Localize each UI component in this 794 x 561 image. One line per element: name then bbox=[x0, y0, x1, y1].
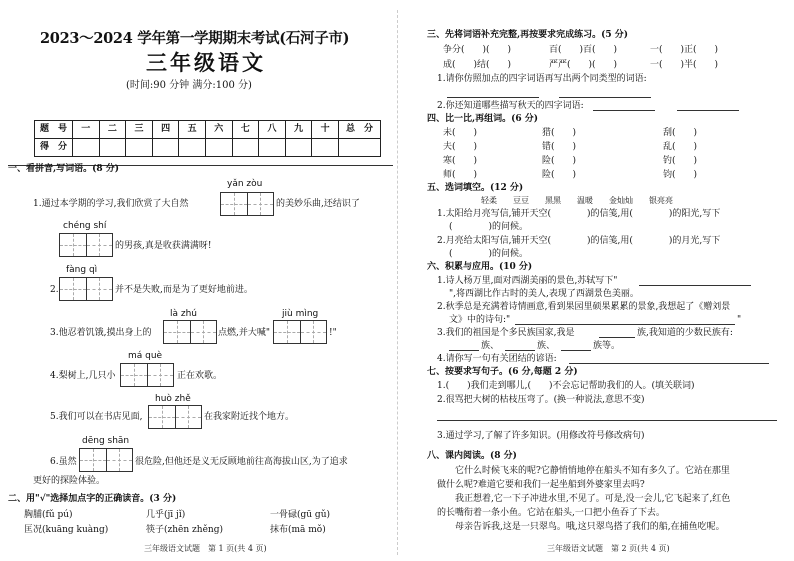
score-input-cell[interactable] bbox=[179, 139, 206, 157]
section3-word-item[interactable]: 争分( )( ) bbox=[443, 45, 512, 55]
q5-pinyin: huò zhě bbox=[155, 394, 191, 404]
q5-answer-grid[interactable] bbox=[148, 405, 202, 429]
section6-q1-a: 1.诗人杨万里,面对西湖美丽的景色,苏轼写下" bbox=[437, 276, 618, 286]
section4-item[interactable]: 钓( ) bbox=[663, 156, 698, 166]
section2-item[interactable]: 抹布(mā mǒ) bbox=[270, 525, 326, 535]
section4-heading: 四、比一比,再组词。(6 分) bbox=[427, 114, 539, 124]
section2-item[interactable]: 匡况(kuāng kuàng) bbox=[24, 525, 109, 535]
section4-item[interactable]: 险( ) bbox=[542, 156, 577, 166]
q2-answer-grid[interactable] bbox=[59, 277, 113, 301]
section2-item[interactable]: 筷子(zhēn zhěng) bbox=[146, 525, 223, 535]
q6-text-c: 更好的探险体验。 bbox=[33, 476, 106, 486]
q3-pinyin-b: jiù mìng bbox=[282, 309, 319, 319]
section4-item[interactable]: 险( ) bbox=[542, 170, 577, 180]
score-table-cell: 十 bbox=[312, 121, 339, 139]
section6-q3-d: 族、 bbox=[537, 341, 556, 351]
score-input-cell[interactable] bbox=[312, 139, 339, 157]
section5-q2-a: 2.月亮给太阳写信,铺开天空( )的信笺,用( )的月光,写下 bbox=[437, 236, 721, 246]
exam-page-2 bbox=[397, 0, 794, 561]
section4-item[interactable]: 猎( ) bbox=[542, 128, 577, 138]
answer-line[interactable] bbox=[639, 285, 751, 286]
answer-line[interactable] bbox=[569, 363, 769, 364]
q6-text-b: 很危险,但他还是义无反顾地前往高海拔山区,为了追求 bbox=[135, 457, 348, 467]
time-score-line: (时间:90 分钟 满分:100 分) bbox=[126, 80, 252, 91]
q3-text-c: !" bbox=[329, 328, 337, 338]
q3-pinyin-a: là zhú bbox=[170, 309, 198, 319]
q6-pinyin: dēng shān bbox=[82, 436, 130, 446]
section7-q2: 2.很骂把大树的枯枝压弯了。(换一种说法,意思不变) bbox=[437, 395, 645, 405]
q1-text-a: 1.通过本学期的学习,我们欣赏了大自然 bbox=[33, 199, 189, 209]
score-input-cell[interactable] bbox=[205, 139, 232, 157]
q2-pinyin: fàng qì bbox=[66, 265, 98, 275]
section6-q1-b: ",将西湖比作古时的美人,表现了西湖景色美丽。 bbox=[449, 289, 639, 299]
section3-heading: 三、先将词语补充完整,再按要求完成练习。(5 分) bbox=[427, 30, 629, 40]
score-table-header-row bbox=[35, 121, 381, 139]
section6-q3-c: 族、 bbox=[481, 341, 500, 351]
section8-heading: 八、课内阅读。(8 分) bbox=[427, 451, 517, 461]
score-input-cell[interactable] bbox=[285, 139, 312, 157]
answer-line[interactable] bbox=[561, 350, 591, 351]
score-input-cell[interactable] bbox=[126, 139, 153, 157]
page-footer: 三年级语文试题 第 1 页(共 4 页) bbox=[144, 544, 267, 553]
passage-line: 做什么呢?难道它要和我们一起坐船到外婆家里去吗? bbox=[437, 480, 645, 490]
passage-line: 它什么时候飞来的呢?它静悄悄地停在船头不知有多久了。它站在那里 bbox=[455, 466, 730, 476]
q5-text-a: 5.我们可以在书店见面, bbox=[50, 412, 143, 422]
answer-line[interactable] bbox=[599, 337, 635, 338]
q5-text-b: 在我家附近找个地方。 bbox=[204, 412, 295, 422]
q4-text-b: 正在欢歌。 bbox=[177, 371, 223, 381]
section5-heading: 五、选词填空。(12 分) bbox=[427, 183, 524, 193]
page-footer: 三年级语文试题 第 2 页(共 4 页) bbox=[547, 544, 670, 553]
passage-line: 我正想着,它一下子冲进水里,不见了。可是,没一会儿,它飞起来了,红色 bbox=[455, 494, 731, 504]
section3-word-item[interactable]: 严严( )( ) bbox=[549, 60, 618, 70]
answer-line[interactable] bbox=[447, 97, 539, 98]
section6-heading: 六、积累与应用。(10 分) bbox=[427, 262, 533, 272]
q1-pinyin: yǎn zòu bbox=[227, 179, 263, 189]
section7-q1: 1.( )我们走到哪儿,( )不会忘记帮助我们的人。(填关联词) bbox=[437, 381, 695, 391]
section4-item[interactable]: 夫( ) bbox=[443, 142, 478, 152]
section4-item[interactable]: 未( ) bbox=[443, 128, 478, 138]
q2-text: 并不是失败,而是为了更好地前进。 bbox=[115, 285, 253, 295]
answer-line[interactable] bbox=[593, 110, 655, 111]
passage-line: 的长嘴衔着一条小鱼。它站在船头,一口把小鱼吞了下去。 bbox=[437, 508, 665, 518]
section4-item[interactable]: 钧( ) bbox=[663, 170, 698, 180]
score-table-cell: 一 bbox=[73, 121, 100, 139]
section3-q1: 1.请你仿照加点的四字词语再写出两个同类型的词语: bbox=[437, 74, 647, 84]
section4-item[interactable]: 刮( ) bbox=[663, 128, 698, 138]
score-table-cell: 二 bbox=[99, 121, 126, 139]
section6-q3-e: 族等。 bbox=[593, 341, 621, 351]
section2-heading: 二、用"√"选择加点字的正确读音。(3 分) bbox=[8, 494, 177, 504]
q1b-answer-grid[interactable] bbox=[59, 233, 113, 257]
q3-text-b: 点燃,并大喊" bbox=[218, 328, 271, 338]
section2-item[interactable]: 胸脯(fǔ pú) bbox=[24, 510, 73, 520]
word-bank: 轻柔 豆豆 黑黑 温暖 金灿灿 银亮亮 bbox=[481, 196, 673, 205]
section3-word-item[interactable]: 百( )百( ) bbox=[549, 45, 618, 55]
section5-q1-a: 1.太阳给月亮写信,铺开天空( )的信笺,用( )的阳光,写下 bbox=[437, 209, 721, 219]
q6-text-a: 6.虽然 bbox=[50, 457, 77, 467]
answer-line[interactable] bbox=[515, 324, 735, 325]
section4-item[interactable]: 师( ) bbox=[443, 170, 478, 180]
section3-word-item[interactable]: 成( )结( ) bbox=[443, 60, 512, 70]
q4-answer-grid[interactable] bbox=[120, 363, 174, 387]
score-table-cell: 七 bbox=[232, 121, 259, 139]
score-table-cell: 得 分 bbox=[35, 139, 73, 157]
section2-item[interactable]: 一骨碌(gū gǔ) bbox=[270, 510, 330, 520]
q1-text-b: 的美妙乐曲,还结识了 bbox=[276, 199, 360, 209]
section3-word-item[interactable]: 一( )半( ) bbox=[650, 60, 719, 70]
q6-answer-grid[interactable] bbox=[79, 448, 133, 472]
q2-number: 2. bbox=[50, 285, 59, 295]
score-input-cell[interactable] bbox=[73, 139, 100, 157]
score-table-cell: 八 bbox=[259, 121, 286, 139]
section3-word-item[interactable]: 一( )正( ) bbox=[650, 45, 719, 55]
score-input-cell[interactable] bbox=[152, 139, 179, 157]
section2-item[interactable]: 几乎(jī jǐ) bbox=[146, 510, 186, 520]
subject-title: 三年级语文 bbox=[146, 50, 266, 75]
section6-q3-b: 族,我知道的少数民族有: bbox=[637, 328, 733, 338]
section5-q2-b: ( )的问候。 bbox=[449, 249, 529, 259]
section4-item[interactable]: 寒( ) bbox=[443, 156, 478, 166]
q4-pinyin: má què bbox=[128, 351, 163, 361]
section6-q4: 4.请你写一句有关团结的谚语: bbox=[437, 354, 557, 364]
score-input-cell[interactable] bbox=[232, 139, 259, 157]
score-table-cell: 九 bbox=[285, 121, 312, 139]
score-input-cell[interactable] bbox=[99, 139, 126, 157]
q1-answer-grid[interactable] bbox=[220, 192, 274, 216]
q3-answer-grid-a[interactable] bbox=[163, 320, 217, 344]
section7-heading: 七、按要求写句子。(6 分,每题 2 分) bbox=[427, 367, 578, 377]
score-input-cell[interactable] bbox=[339, 139, 381, 157]
answer-line[interactable] bbox=[449, 350, 479, 351]
score-table-cell: 四 bbox=[152, 121, 179, 139]
answer-line[interactable] bbox=[505, 350, 535, 351]
q1b-text: 的男孩,真是收获满满呀! bbox=[115, 241, 212, 251]
score-table-cell: 五 bbox=[179, 121, 206, 139]
score-table-cell: 三 bbox=[126, 121, 153, 139]
section6-q2-b: 文》中的诗句:" bbox=[449, 315, 511, 325]
answer-line[interactable] bbox=[437, 420, 777, 421]
section4-item[interactable]: 乱( ) bbox=[663, 142, 698, 152]
section3-q2: 2.你还知道哪些描写秋天的四字词语: bbox=[437, 101, 584, 111]
section6-q2-a: 2.秋季总是充满着诗情画意,看到果园里硕果累累的景象,我想起了《赠刘景 bbox=[437, 302, 731, 312]
section6-q2-c: " bbox=[737, 315, 742, 325]
section1-heading: 一、看拼音,写词语。(8 分) bbox=[8, 164, 120, 174]
score-input-cell[interactable] bbox=[259, 139, 286, 157]
answer-line[interactable] bbox=[559, 97, 651, 98]
score-table-cell: 六 bbox=[205, 121, 232, 139]
q1b-pinyin: chéng shí bbox=[63, 221, 107, 231]
q3-text-a: 3.他忍着饥饿,摸出身上的 bbox=[50, 328, 152, 338]
section6-q3-a: 3.我们的祖国是个多民族国家,我是 bbox=[437, 328, 575, 338]
section7-q3: 3.通过学习,了解了许多知识。(用修改符号修改病句) bbox=[437, 431, 645, 441]
answer-line[interactable] bbox=[677, 110, 739, 111]
exam-title: 2023～2024 学年第一学期期末考试(石河子市) bbox=[40, 30, 350, 47]
score-table-score-row bbox=[35, 139, 381, 157]
q3-answer-grid-b[interactable] bbox=[273, 320, 327, 344]
score-table-cell: 总 分 bbox=[339, 121, 381, 139]
score-table-cell: 题 号 bbox=[35, 121, 73, 139]
score-table bbox=[34, 120, 381, 157]
q4-text-a: 4.梨树上,几只小 bbox=[50, 371, 116, 381]
section5-q1-b: ( )的问候。 bbox=[449, 222, 529, 232]
section4-item[interactable]: 错( ) bbox=[542, 142, 577, 152]
passage-line: 母亲告诉我,这是一只翠鸟。哦,这只翠鸟搭了我们的船,在捕鱼吃呢。 bbox=[455, 522, 725, 532]
